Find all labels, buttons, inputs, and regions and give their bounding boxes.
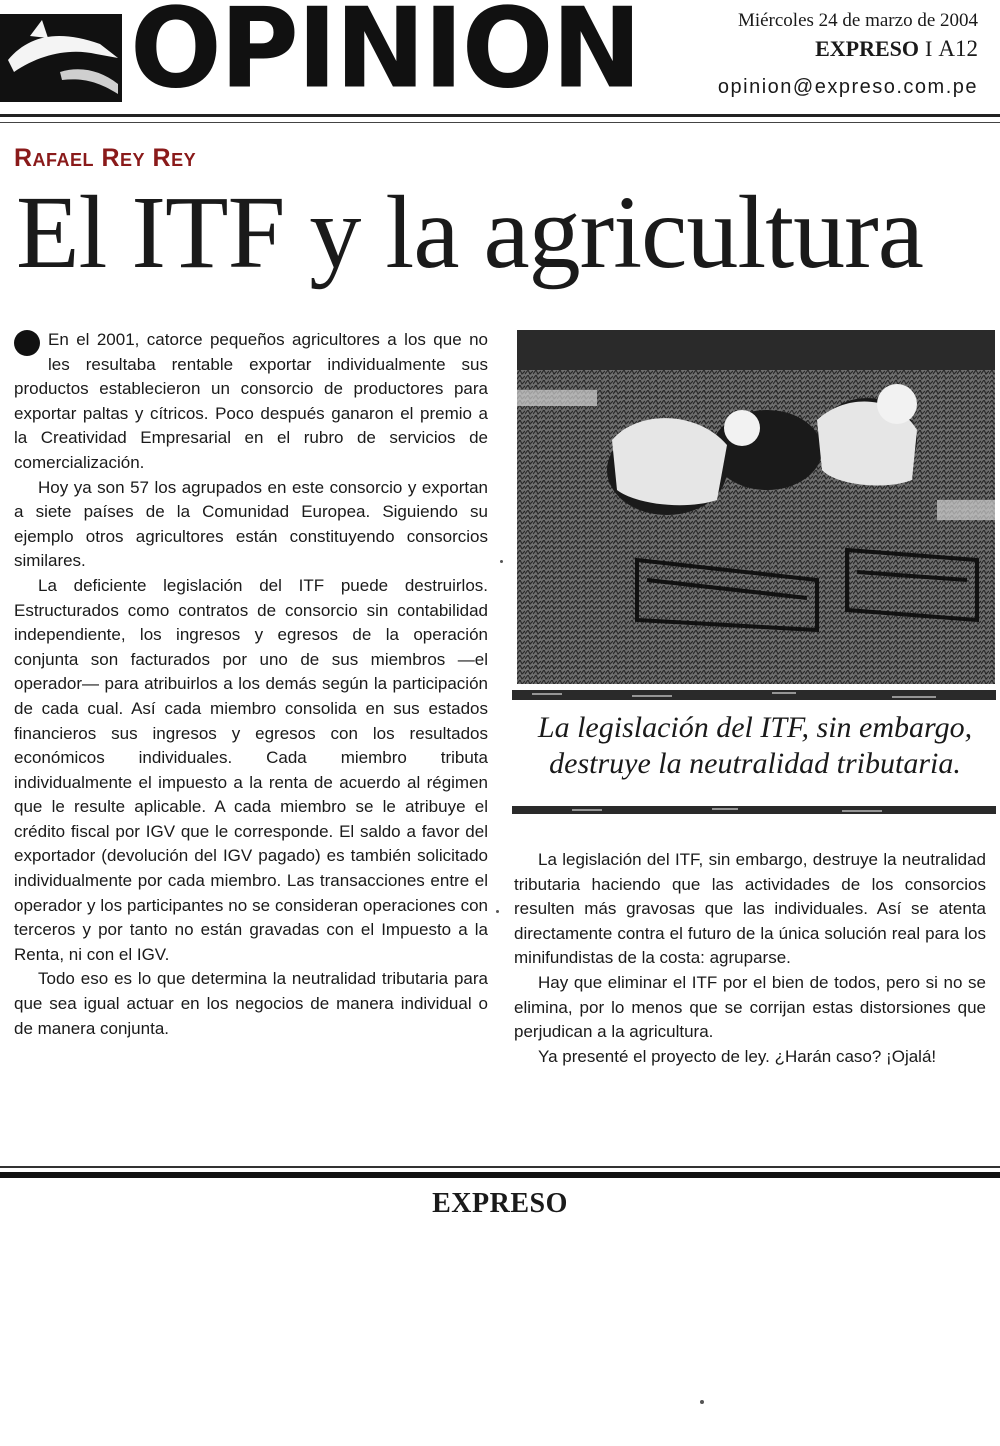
page-number: A12 — [938, 36, 978, 61]
pull-quote: La legislación del ITF, sin embargo, destruye la neutralidad tributaria. — [537, 711, 973, 780]
bullet-icon — [14, 330, 40, 356]
publication-name: EXPRESO — [815, 36, 920, 61]
header-rule-thin — [0, 122, 1000, 123]
footer-rule-thick — [0, 1172, 1000, 1178]
article-body-right — [514, 848, 986, 1069]
section-title: OPINION — [130, 0, 640, 114]
scan-speck — [496, 910, 499, 913]
article-headline: El ITF y la agricultura — [16, 175, 923, 290]
section-logo-icon — [0, 14, 122, 102]
paragraph: En el 2001, catorce pequeños agricultores a los que no les resultaba rentable exportar individualmente sus productos establecieron un consorcio de productores para exportar paltas y cítricos. Poco después ganaron el premio a la Creatividad Empresarial en el rubro de servicios de comercialización. — [14, 330, 488, 472]
author-byline: Rafael Rey Rey — [14, 144, 197, 172]
article-photo — [517, 330, 995, 684]
pull-quote-rule-bottom — [512, 806, 996, 814]
publication-separator: I — [925, 36, 933, 61]
publication-line — [815, 36, 978, 62]
paragraph: Hay que eliminar el ITF por el bien de todos, pero si no se elimina, por lo menos que se corrijan estas distorsiones que perjudican a la agricultura. — [514, 972, 986, 1042]
paragraph: Todo eso es lo que determina la neutralidad tributaria para que sea igual actuar en los negocios de manera individual o de manera conjunta. — [14, 969, 488, 1038]
pull-quote-rule-top — [512, 690, 996, 700]
issue-date: Miércoles 24 de marzo de 2004 — [737, 10, 978, 31]
header-rule — [0, 114, 1000, 117]
paragraph: Hoy ya son 57 los agrupados en este consorcio y exportan a siete países de la Comunidad Europea. Siguiendo su ejemplo otros agricultores están constituyendo consorcios similares. — [14, 477, 488, 571]
masthead — [0, 0, 1000, 120]
contact-email[interactable]: opinion@expreso.com.pe — [717, 76, 978, 98]
paragraph: La legislación del ITF, sin embargo, destruye la neutralidad tributaria haciendo que las actividades de los consorcios resulten más gravosas que las individuales. Así se atenta directamente contra el futuro de la única solución real para los minifundistas de la costa: agruparse. — [514, 850, 986, 968]
footer-rule — [0, 1166, 1000, 1168]
article-body-left — [14, 328, 488, 1041]
footer-brand: EXPRESO — [432, 1188, 568, 1219]
paragraph: Ya presenté el proyecto de ley. ¿Harán caso? ¡Ojalá! — [538, 1046, 937, 1066]
paragraph: La deficiente legislación del ITF puede destruirlos. Estructurados como contratos de consorcio sin contabilidad independiente, los ingresos y egresos de la operación conjunta son facturados por uno de sus miembros —el operador— para atribuirlos a los demás según la participación de cada cual. Así cada miembro consolida en sus estados financieros sus ingresos y egresos con los resultados económicos individuales. Cada miembro tributa individualmente el impuesto a la renta de acuerdo al régimen que le resulte aplicable. A cada miembro se le atribuye el crédito fiscal por IGV que le corresponde. El saldo a favor del exportador (devolución del IGV pagado) es también solicitado individualmente por cada miembro. Las transacciones entre el operador y los participantes no se consideran operaciones con terceros y por tanto no están gravadas con el Impuesto a la Renta, ni con el IGV. — [14, 575, 488, 964]
scan-speck — [700, 1400, 704, 1404]
scan-speck — [500, 560, 503, 563]
